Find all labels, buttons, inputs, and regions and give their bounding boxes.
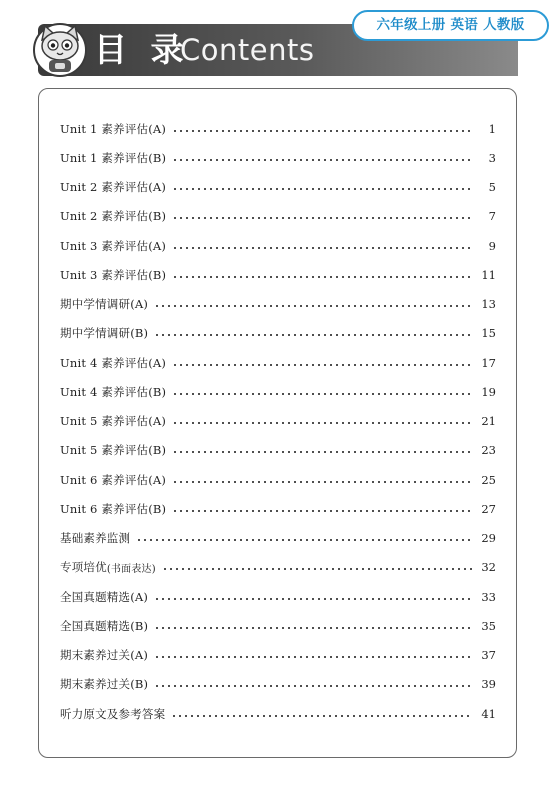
toc-page-number: 41 xyxy=(481,706,496,721)
dot-leader xyxy=(154,656,472,658)
toc-entry-label: Unit 3 素养评估(A) xyxy=(60,238,167,253)
toc-entry[interactable] xyxy=(60,494,496,523)
toc-entry[interactable] xyxy=(60,524,496,553)
dot-leader xyxy=(162,568,472,570)
toc-page-number: 23 xyxy=(481,443,496,458)
toc-entry-label: 期末素养过关(B) xyxy=(60,677,149,692)
dot-leader xyxy=(172,364,472,366)
toc-page-number: 1 xyxy=(488,121,496,136)
toc-entry[interactable] xyxy=(60,348,496,377)
toc-page-number: 37 xyxy=(481,648,496,663)
toc-page-number: 19 xyxy=(481,384,496,399)
toc-page-number: 5 xyxy=(488,180,496,195)
toc-entry[interactable] xyxy=(60,231,496,260)
toc-page-number: 7 xyxy=(488,209,496,224)
toc-entry[interactable] xyxy=(60,290,496,319)
toc-entry-label: Unit 2 素养评估(B) xyxy=(60,209,167,224)
toc-entry[interactable] xyxy=(60,436,496,465)
dot-leader xyxy=(172,247,472,249)
toc-entry-label: Unit 6 素养评估(B) xyxy=(60,501,167,516)
toc-page-number: 33 xyxy=(481,589,496,604)
title-english: Contents xyxy=(180,33,315,67)
toc-page-number: 15 xyxy=(481,326,496,341)
toc-entry[interactable] xyxy=(60,319,496,348)
toc-entry-label: Unit 1 素养评估(A) xyxy=(60,121,167,136)
dot-leader xyxy=(172,451,472,453)
toc-entry-label: 全国真题精选(B) xyxy=(60,618,149,633)
toc-page-number: 11 xyxy=(481,267,496,282)
toc-entry[interactable] xyxy=(60,173,496,202)
dot-leader xyxy=(154,334,472,336)
toc-entry[interactable] xyxy=(60,114,496,143)
dot-leader xyxy=(172,130,472,132)
dot-leader xyxy=(172,393,472,395)
toc-entry-label: Unit 2 素养评估(A) xyxy=(60,180,167,195)
toc-entry[interactable] xyxy=(60,670,496,699)
dot-leader xyxy=(172,510,472,512)
dot-leader xyxy=(172,159,472,161)
toc-page-number: 29 xyxy=(481,531,496,546)
toc-entry[interactable] xyxy=(60,143,496,172)
dot-leader xyxy=(154,305,472,307)
toc-page-number: 25 xyxy=(481,472,496,487)
toc-entry[interactable] xyxy=(60,699,496,728)
toc-entry-label: Unit 4 素养评估(B) xyxy=(60,384,167,399)
toc-entry-label: 基础素养监测 xyxy=(60,531,131,546)
toc-entry[interactable] xyxy=(60,202,496,231)
toc-entry[interactable] xyxy=(60,377,496,406)
toc-entry-label: 期中学情调研(B) xyxy=(60,326,149,341)
toc-entry-label: 专项培优 xyxy=(60,560,107,575)
toc-entry-sublabel: (书面表达) xyxy=(106,563,156,575)
toc-entry[interactable] xyxy=(60,553,496,582)
toc-entry-label: Unit 5 素养评估(A) xyxy=(60,414,167,429)
dot-leader xyxy=(172,481,472,483)
dot-leader xyxy=(172,276,472,278)
dot-leader xyxy=(154,627,472,629)
title-chinese: 目 录 xyxy=(94,30,190,69)
toc-page-number: 21 xyxy=(481,414,496,429)
toc-page-number: 9 xyxy=(488,238,496,253)
toc-entry-label: Unit 4 素养评估(A) xyxy=(60,355,167,370)
dot-leader xyxy=(172,217,472,219)
toc-entry-label: 期末素养过关(A) xyxy=(60,648,149,663)
toc-entry[interactable] xyxy=(60,260,496,289)
dot-leader xyxy=(171,715,472,717)
toc-entry-label: 全国真题精选(A) xyxy=(60,589,149,604)
toc-entry-label: Unit 3 素养评估(B) xyxy=(60,267,167,282)
toc-entry-label: 听力原文及参考答案 xyxy=(60,706,166,721)
toc-page-number: 39 xyxy=(481,677,496,692)
toc-entry[interactable] xyxy=(60,407,496,436)
toc-page-number: 13 xyxy=(481,297,496,312)
toc-page-number: 27 xyxy=(481,501,496,516)
toc-entry[interactable] xyxy=(60,641,496,670)
toc-entry[interactable] xyxy=(60,582,496,611)
grade-badge: 六年级上册 英语 人教版 xyxy=(352,10,549,41)
toc-entry-label: Unit 6 素养评估(A) xyxy=(60,472,167,487)
toc-page-number: 17 xyxy=(481,355,496,370)
toc-entry[interactable] xyxy=(60,465,496,494)
dot-leader xyxy=(154,598,472,600)
dot-leader xyxy=(154,685,472,687)
dot-leader xyxy=(172,422,472,424)
toc-entry-label: Unit 1 素养评估(B) xyxy=(60,150,167,165)
dot-leader xyxy=(136,539,472,541)
cat-mascot-icon xyxy=(32,20,88,78)
toc-page-number: 3 xyxy=(488,150,496,165)
toc-entry[interactable] xyxy=(60,611,496,640)
toc-list xyxy=(60,114,496,728)
dot-leader xyxy=(172,188,472,190)
toc-page-number: 35 xyxy=(481,618,496,633)
toc-entry-label: 期中学情调研(A) xyxy=(60,297,149,312)
toc-entry-label: Unit 5 素养评估(B) xyxy=(60,443,167,458)
toc-page-number: 32 xyxy=(481,560,496,575)
